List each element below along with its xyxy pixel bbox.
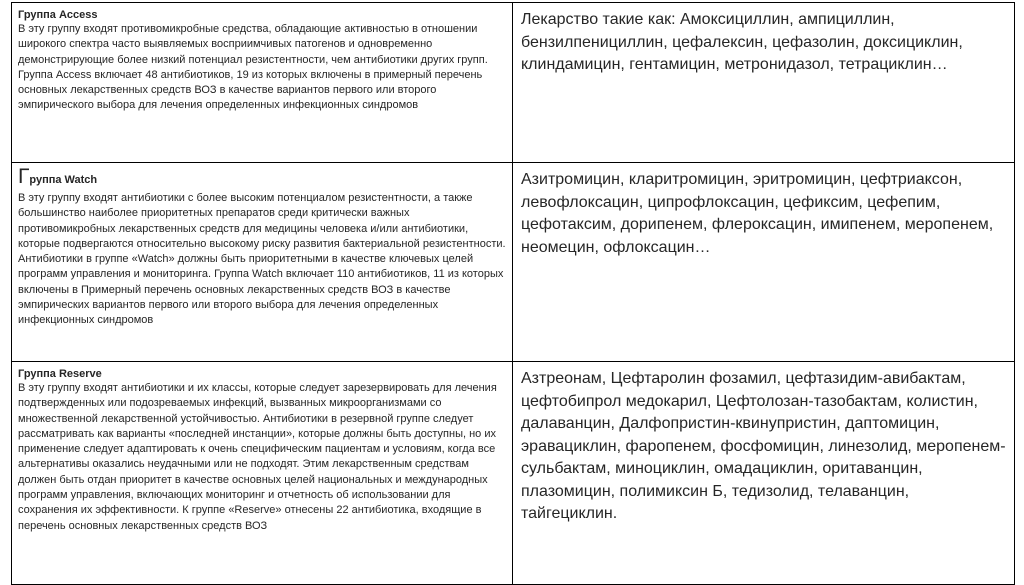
- access-group-cell: [12, 3, 513, 163]
- watch-group-title: [18, 166, 506, 191]
- watch-group-description: В эту группу входят антибиотики с более высоким потенциалом резистентности, а также большинство наиболее приоритетных препаратов среди критически важных противомикробных лекарственных средств для медицины человека и/или антибиотики, которые подвергаются относительно высокому риску развития бактериальной резистентности. Антибиотики в группе «Watch» должны быть приоритетными в качестве ключевых целей программ управления и мониторинга. Группа Watch включает 110 антибиотиков, 11 из которых включены в Примерный перечень основных лекарственных средств ВОЗ в качестве эмпирических вариантов первого или второго выбора для лечения определенных инфекционных синдромов: [18, 192, 506, 327]
- reserve-group-cell: [12, 362, 513, 585]
- antibiotic-groups-table: [11, 2, 1015, 585]
- table-row-access: [12, 3, 1015, 163]
- watch-drugs-list: Азитромицин, кларитромицин, эритромицин, цефтриаксон, левофлоксацин, ципрофлоксацин, цефиксим, цефепим, цефотаксим, дорипенем, флероксацин, имипенем, меропенем, неомецин, офлоксацин…: [521, 171, 994, 256]
- watch-drugs-cell: [513, 163, 1015, 362]
- access-group-description: В эту группу входят противомикробные средства, обладающие активностью в отношении широкого спектра часто выявляемых восприимчивых патогенов и одновременно демонстрирующие более низкий потенциал резистентности, чем антибиотики других групп. Группа Access включает 48 антибиотиков, 19 из которых включены в примерный перечень основных лекарственных средств ВОЗ в качестве вариантов первого или второго эмпирического выбора для лечения определенных инфекционных синдромов: [18, 23, 488, 112]
- reserve-drugs-list: Азтреонам, Цефтаролин фозамил, цефтазидим-авибактам, цефтобипрол медокарил, Цефтолозан-тазобактам, колистин, далаванцин, Далфопристин-квинупристин, даптомицин, эравациклин, фаропенем, фосфомицин, линезолид, меропенем-сульбактам, миноциклин, омадациклин, оритаванцин, плазомицин, полимиксин Б, тедизолид, телаванцин, тайгециклин.: [521, 370, 1006, 522]
- reserve-drugs-cell: [513, 362, 1015, 585]
- reserve-group-description: В эту группу входят антибиотики и их классы, которые следует зарезервировать для лечения подтвержденных или подозреваемых инфекций, вызванных микроорганизмами со множественной лекарственной устойчивостью. Антибиотики в резервной группе следует рассматривать как варианты «последней инстанции», которые должны быть доступны, но их применение следует адаптировать к очень специфическим пациентам и условиям, когда все альтернативы оказались неудачными или не подходят. Этим лекарственным средствам должен быть отдан приоритет в качестве основных целей национальных и международных программ управления, включающих мониторинг и отчетность об использовании для сохранения их эффективности. К группе «Reserve» отнесены 22 антибиотика, входящие в перечень основных лекарственных средств ВОЗ: [18, 382, 497, 532]
- access-drugs-list: Лекарство такие как: Амоксициллин, ампициллин, бензилпенициллин, цефалексин, цефазолин, доксициклин, клиндамицин, гентамицин, метронидазол, тетрациклин…: [521, 11, 963, 73]
- table-row-reserve: [12, 362, 1015, 585]
- watch-title-initial: Г: [18, 165, 30, 188]
- reserve-group-title: Группа Reserve: [18, 368, 102, 380]
- access-drugs-cell: [513, 3, 1015, 163]
- watch-group-cell: [12, 163, 513, 362]
- access-group-title: Группа Access: [18, 9, 98, 21]
- table-row-watch: [12, 163, 1015, 362]
- watch-title-rest: руппа Watch: [29, 174, 98, 186]
